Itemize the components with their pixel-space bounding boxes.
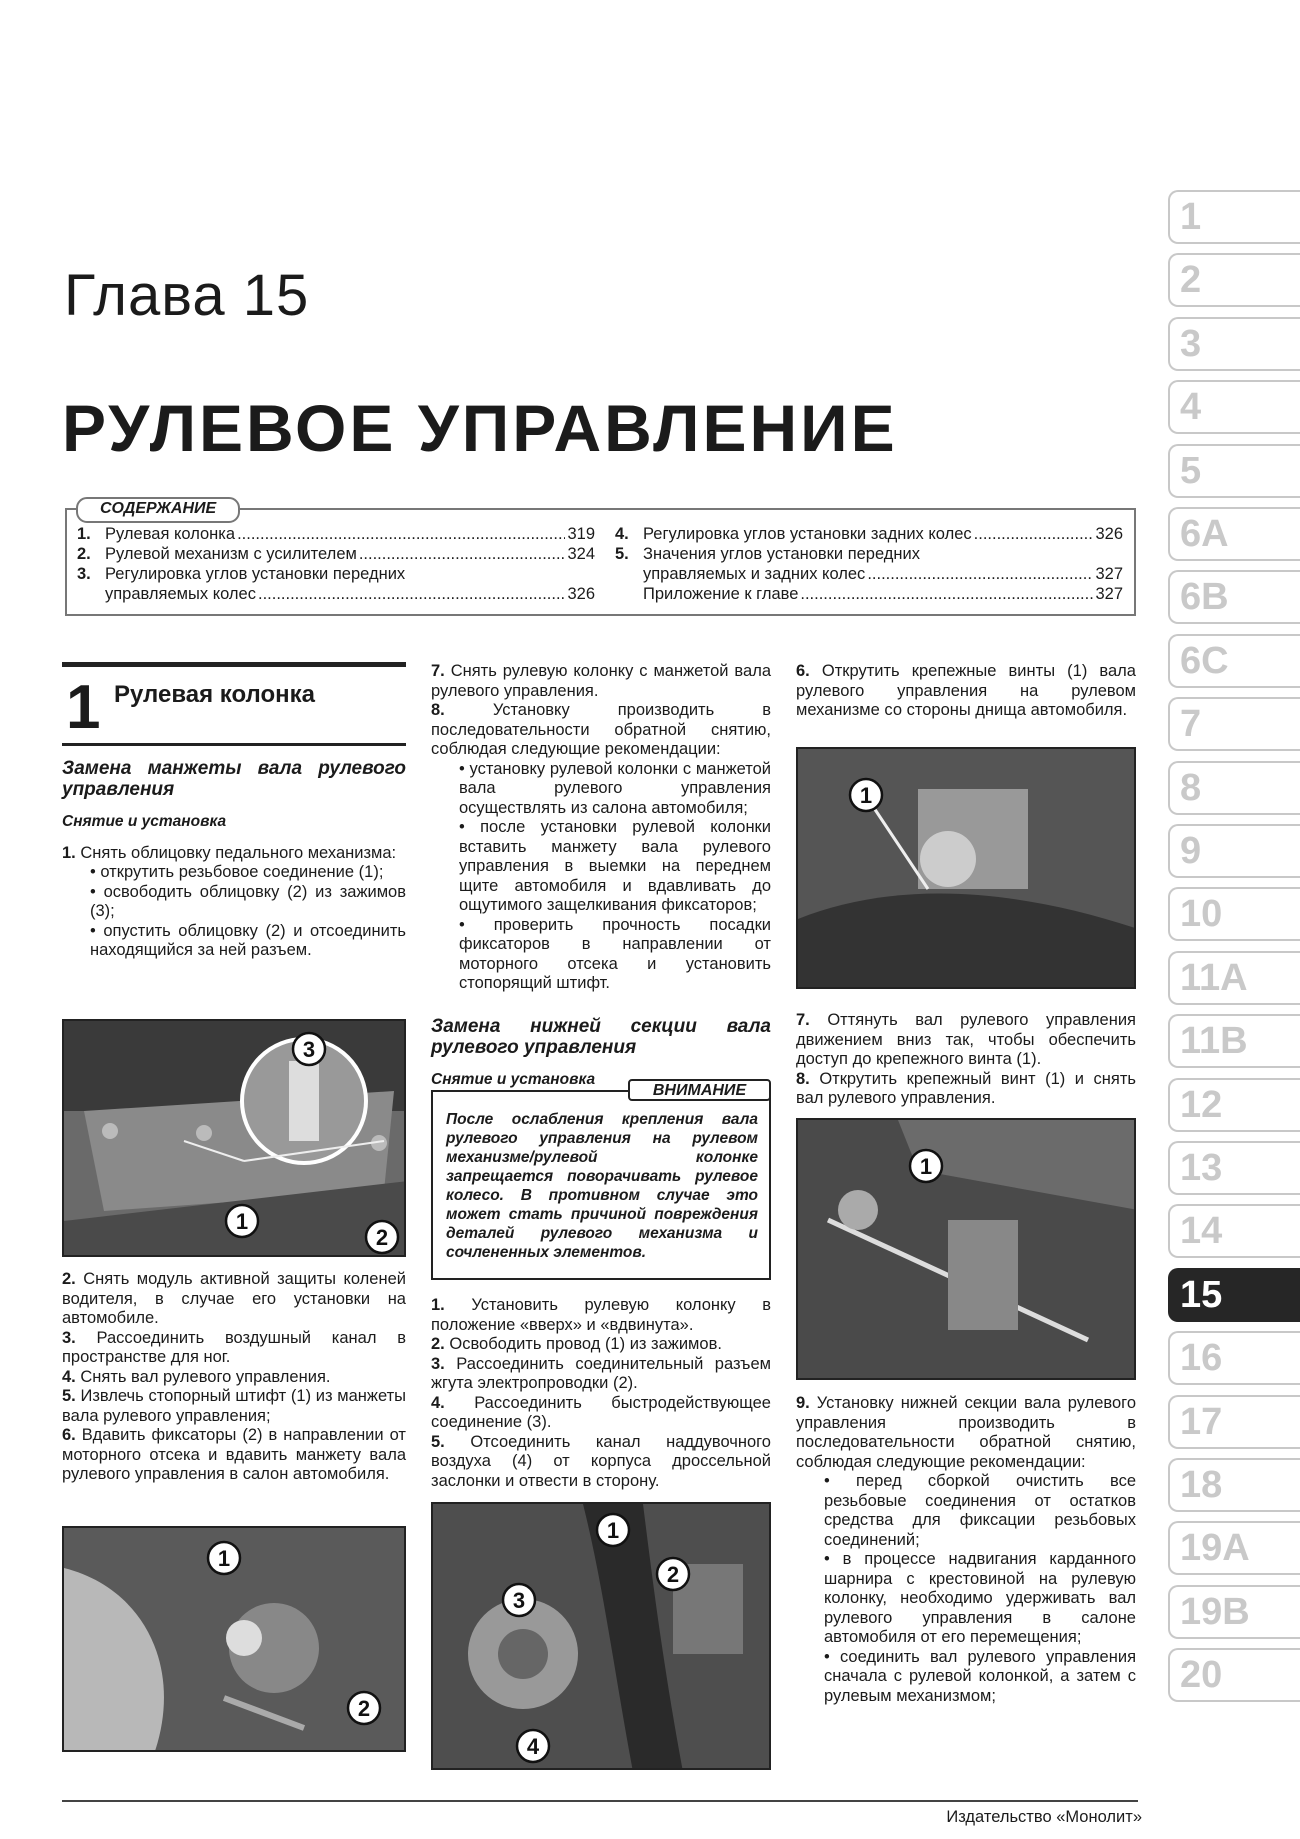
toc-item[interactable]: 5. Значения углов установки передних — [615, 545, 921, 563]
chapter-tab-6a[interactable]: 6A — [1168, 507, 1300, 561]
footer-divider — [62, 1800, 1138, 1802]
bullet: • установку рулевой колонки с манжетой вала рулевого управления осуществлять из салона автомобиля; — [459, 759, 771, 817]
step: 2. Снять модуль активной защиты коленей водителя, в случае его установки на автомобиле. — [62, 1270, 406, 1327]
chapter-tab-2[interactable]: 2 — [1168, 253, 1300, 307]
toc-box — [65, 508, 1136, 616]
svg-text:1: 1 — [606, 1518, 620, 1543]
subheading: Замена манжеты вала рулевого управления — [62, 758, 406, 800]
chapter-tab-20[interactable]: 20 — [1168, 1648, 1300, 1702]
chapter-tab-12[interactable]: 12 — [1168, 1078, 1300, 1132]
chapter-tab-16[interactable]: 16 — [1168, 1331, 1300, 1385]
subheading: Замена нижней секции вала рулевого управления — [431, 1015, 771, 1058]
toc-label: СОДЕРЖАНИЕ — [76, 497, 240, 523]
bullet: • соединить вал рулевого управления сначала с рулевой колонкой, а затем с рулевым механизмом; — [824, 1647, 1136, 1705]
toc-item[interactable]: Приложение к главе ..... 327 — [615, 584, 1123, 604]
toc-item[interactable]: 4. Регулировка углов установки задних колес ..... 326 — [615, 524, 1123, 544]
step: 3. Рассоединить соединительный разъем жгута электропроводки (2). — [431, 1354, 771, 1392]
chapter-tab-17[interactable]: 17 — [1168, 1395, 1300, 1449]
column-1-top — [62, 758, 406, 961]
page-title: РУЛЕВОЕ УПРАВЛЕНИЕ — [62, 391, 898, 465]
chapter-tab-19b[interactable]: 19B — [1168, 1585, 1300, 1639]
svg-text:2: 2 — [666, 1562, 680, 1587]
bullet: • освободить облицовку (2) из зажимов (3); — [90, 882, 406, 920]
photo-steering-boot — [62, 1526, 406, 1752]
toc-item[interactable]: 1. Рулевая колонка ..... 319 — [77, 524, 595, 544]
chapter-number: Глава 15 — [64, 263, 310, 328]
photo-pedal-trim — [62, 1019, 406, 1257]
chapter-tab-15[interactable]: 15 — [1168, 1268, 1300, 1322]
step: 8. Открутить крепежный винт (1) и снять вал рулевого управления. — [796, 1069, 1136, 1107]
photo-shaft-removal — [796, 1118, 1136, 1380]
step: 7. Снять рулевую колонку с манжетой вала рулевого управления. — [431, 662, 771, 700]
column-2-top — [431, 662, 771, 1089]
column-3-top — [796, 662, 1136, 721]
svg-text:1: 1 — [235, 1209, 249, 1234]
photo-shaft-removal-drawing — [798, 1120, 1136, 1380]
warning-text: После ослабления крепления вала рулевого управления на рулевом механизме/рулевой колонке запрещается поворачивать рулевое колесо. В противном случае это может стать причиной повреждения деталей рулевого механизма и сочлененных элементов. — [446, 1111, 758, 1261]
column-3-middle — [796, 1011, 1136, 1109]
step: 5. Отсоединить канал наддувочного воздуха (4) от корпуса дроссельной заслонки и отвести в сторону. — [431, 1432, 771, 1490]
publisher-footer: Издательство «Монолит» — [946, 1808, 1142, 1826]
toc-left-column — [77, 524, 595, 604]
toc-item[interactable]: управляемых и задних колес ..... 327 — [615, 564, 1123, 584]
svg-text:4: 4 — [526, 1734, 540, 1759]
column-2-middle — [431, 1296, 771, 1491]
section-title: Рулевая колонка — [114, 681, 315, 708]
column-1-middle — [62, 1270, 406, 1485]
photo-steering-boot-drawing — [64, 1528, 406, 1752]
step: 1. Снять облицовку педального механизма: — [62, 843, 397, 862]
photo-steering-gear-drawing — [798, 749, 1136, 989]
photo-engine-bay — [431, 1502, 771, 1770]
chapter-tab-9[interactable]: 9 — [1168, 824, 1300, 878]
section-number: 1 — [66, 673, 101, 742]
svg-text:1: 1 — [217, 1546, 231, 1571]
svg-text:1: 1 — [859, 783, 873, 808]
chapter-tab-6c[interactable]: 6C — [1168, 634, 1300, 688]
bullet: • после установки рулевой колонки вставить манжету вала рулевого управления в выемки на переднем щите автомобиля и вдавливать до ощутимого защелкивания фиксаторов; — [459, 818, 771, 914]
chapter-tab-13[interactable]: 13 — [1168, 1141, 1300, 1195]
bullet: • проверить прочность посадки фиксаторов в направлении от моторного отсека и установить стопорящий штифт. — [459, 915, 771, 992]
subsubheading: Снятие и установка — [431, 1070, 596, 1088]
svg-text:1: 1 — [919, 1154, 933, 1179]
chapter-tab-18[interactable]: 18 — [1168, 1458, 1300, 1512]
step: 5. Извлечь стопорный штифт (1) из манжеты вала рулевого управления; — [62, 1387, 406, 1425]
chapter-tab-3[interactable]: 3 — [1168, 317, 1300, 371]
column-3-bottom — [796, 1394, 1136, 1706]
step: 4. Рассоединить быстродействующее соединение (3). — [431, 1393, 771, 1431]
chapter-tab-6b[interactable]: 6B — [1168, 570, 1300, 624]
step: 6. Вдавить фиксаторы (2) в направлении от моторного отсека и вдавить манжету вала рулевого управления в салон автомобиля. — [62, 1426, 406, 1483]
chapter-tab-11b[interactable]: 11B — [1168, 1014, 1300, 1068]
chapter-tab-10[interactable]: 10 — [1168, 887, 1300, 941]
chapter-tab-14[interactable]: 14 — [1168, 1204, 1300, 1258]
step: 8. Установку производить в последовательности обратной снятию, соблюдая следующие рекомендации: — [431, 701, 771, 758]
svg-text:3: 3 — [512, 1588, 526, 1613]
section-header — [62, 662, 406, 746]
bullet: • в процессе надвигания карданного шарнира с крестовиной на рулевую колонку, необходимо удерживать вал рулевого управления в салоне автомобиля от его перемещения; — [824, 1550, 1136, 1646]
svg-text:2: 2 — [357, 1696, 371, 1721]
chapter-tab-19a[interactable]: 19A — [1168, 1521, 1300, 1575]
svg-text:3: 3 — [302, 1037, 316, 1062]
step: 3. Рассоединить воздушный канал в пространстве для ног. — [62, 1328, 407, 1366]
chapter-tab-8[interactable]: 8 — [1168, 761, 1300, 815]
step: 6. Открутить крепежные винты (1) вала рулевого управления на рулевом механизме со стороны днища автомобиля. — [796, 662, 1136, 719]
chapter-tab-1[interactable]: 1 — [1168, 190, 1300, 244]
step: 7. Оттянуть вал рулевого управления движением вниз так, чтобы обеспечить доступ до крепежного винта (1). — [796, 1011, 1136, 1068]
bullet: • открутить резьбовое соединение (1); — [90, 863, 384, 881]
chapter-tab-5[interactable]: 5 — [1168, 444, 1300, 498]
toc-item[interactable]: 3. Регулировка углов установки передних — [77, 565, 406, 583]
step: 9. Установку нижней секции вала рулевого управления производить в последовательности обратной снятию, соблюдая следующие рекомендации: — [796, 1394, 1136, 1471]
step: 4. Снять вал рулевого управления. — [62, 1367, 331, 1386]
chapter-tab-4[interactable]: 4 — [1168, 380, 1300, 434]
bullet: • опустить облицовку (2) и отсоединить находящийся за ней разъем. — [90, 921, 406, 959]
photo-pedal-trim-drawing — [64, 1021, 406, 1257]
photo-steering-gear-bolts — [796, 747, 1136, 989]
chapter-tab-11a[interactable]: 11A — [1168, 951, 1300, 1005]
chapter-tab-7[interactable]: 7 — [1168, 697, 1300, 751]
bullet: • перед сборкой очистить все резьбовые соединения от остатков средства для фиксации резьбовых соединений; — [824, 1472, 1136, 1549]
step: 1. Установить рулевую колонку в положение «вверх» и «вдвинута». — [431, 1296, 771, 1334]
svg-text:2: 2 — [375, 1225, 389, 1250]
toc-right-column — [615, 524, 1123, 604]
warning-label: ВНИМАНИЕ — [628, 1079, 771, 1101]
toc-item[interactable]: управляемых колес ..... 326 — [77, 584, 595, 604]
step: 2. Освободить провод (1) из зажимов. — [431, 1335, 722, 1353]
toc-item[interactable]: 2. Рулевой механизм с усилителем ..... 324 — [77, 544, 595, 564]
subsubheading: Снятие и установка — [62, 813, 227, 830]
photo-engine-bay-drawing — [433, 1504, 771, 1770]
